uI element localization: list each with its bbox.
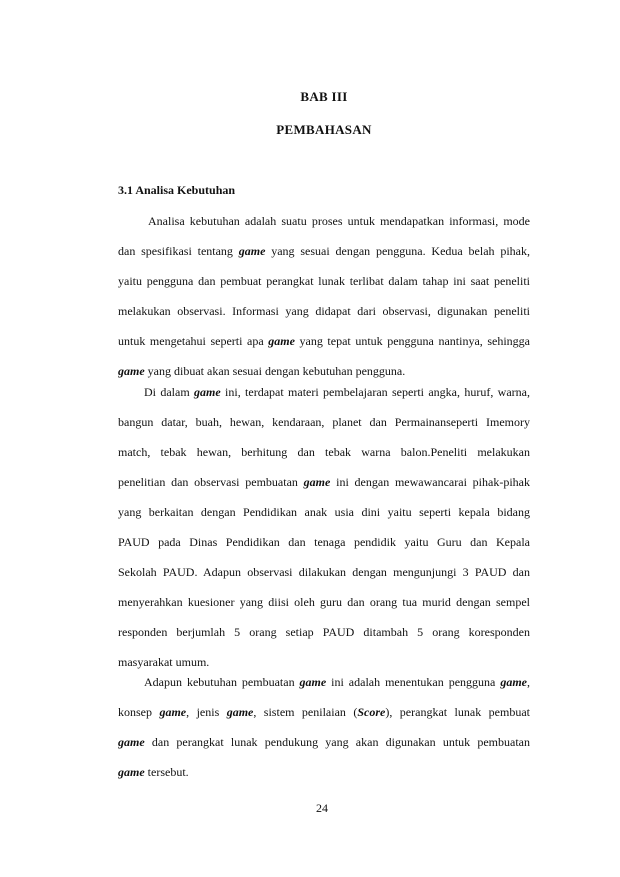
section-heading: 3.1 Analisa Kebutuhan bbox=[118, 183, 236, 197]
paragraph-2 bbox=[118, 377, 530, 677]
paragraph-3 bbox=[118, 667, 530, 787]
text-line: yaitu pengguna dan pembuat perangkat lunak terlibat dalam tahap ini saat peneliti bbox=[118, 274, 530, 288]
text-line: masyarakat umum. bbox=[118, 655, 210, 669]
text-line: bangun datar, buah, hewan, kendaraan, planet dan Permainanseperti Imemory bbox=[118, 415, 530, 429]
text-line: match, tebak hewan, berhitung dan tebak warna balon.Peneliti melakukan bbox=[118, 445, 530, 459]
page-number: 24 bbox=[316, 801, 328, 815]
text-line: PAUD pada Dinas Pendidikan dan tenaga pendidik yaitu Guru dan Kepala bbox=[118, 535, 530, 549]
text-line: game dan perangkat lunak pendukung yang akan digunakan untuk pembuatan bbox=[118, 735, 530, 749]
text-line: responden berjumlah 5 orang setiap PAUD ditambah 5 orang koresponden bbox=[118, 625, 530, 639]
text-line: game yang dibuat akan sesuai dengan kebutuhan pengguna. bbox=[118, 364, 406, 378]
text-line: Di dalam game ini, terdapat materi pembelajaran seperti angka, huruf, warna, bbox=[144, 385, 530, 399]
text-line: Sekolah PAUD. Adapun observasi dilakukan dengan mengunjungi 3 PAUD dan bbox=[118, 565, 530, 579]
text-line: melakukan observasi. Informasi yang didapat dari observasi, digunakan peneliti bbox=[118, 304, 530, 318]
chapter-title: PEMBAHASAN bbox=[276, 122, 372, 137]
text-line: penelitian dan observasi pembuatan game ini dengan mewawancarai pihak-pihak bbox=[118, 475, 530, 489]
text-line: Analisa kebutuhan adalah suatu proses untuk mendapatkan informasi, mode bbox=[148, 214, 530, 228]
text-line: dan spesifikasi tentang game yang sesuai dengan pengguna. Kedua belah pihak, bbox=[118, 244, 530, 258]
text-line: konsep game, jenis game, sistem penilaian (Score), perangkat lunak pembuat bbox=[118, 705, 530, 719]
text-line: menyerahkan kuesioner yang diisi oleh guru dan orang tua murid dengan sempel bbox=[118, 595, 530, 609]
paragraph-1 bbox=[118, 206, 530, 386]
chapter-number: BAB III bbox=[300, 89, 348, 104]
text-line: untuk mengetahui seperti apa game yang tepat untuk pengguna nantinya, sehingga bbox=[118, 334, 530, 348]
text-line: yang berkaitan dengan Pendidikan anak usia dini yaitu seperti kepala bidang bbox=[118, 505, 530, 519]
text-line: Adapun kebutuhan pembuatan game ini adalah menentukan pengguna game, bbox=[144, 675, 530, 689]
text-line: game tersebut. bbox=[118, 765, 189, 779]
